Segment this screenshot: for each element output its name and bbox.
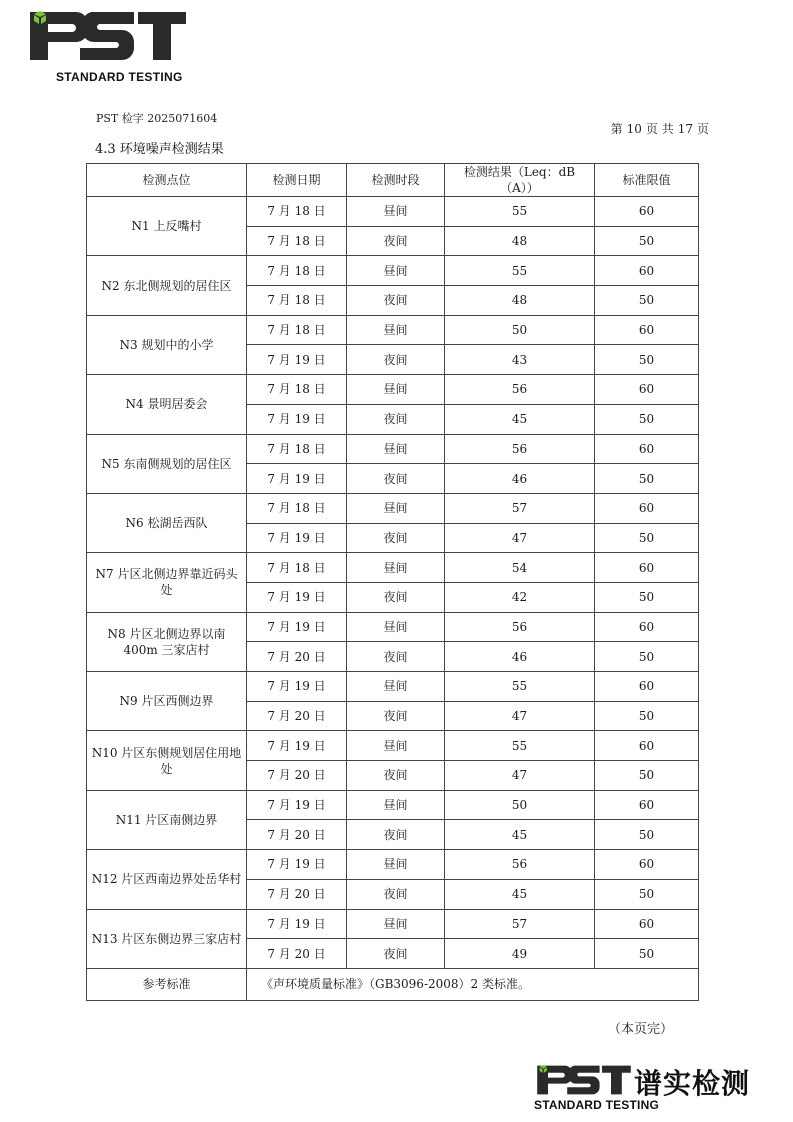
page-mid: 页 共: [645, 122, 674, 136]
period-cell: 夜间: [347, 523, 445, 553]
result-cell: 55: [445, 731, 595, 761]
period-cell: 昼间: [347, 434, 445, 464]
result-cell: 56: [445, 434, 595, 464]
result-cell: 49: [445, 939, 595, 969]
table-row: [87, 850, 699, 880]
result-cell: 57: [445, 493, 595, 523]
result-cell: 56: [445, 850, 595, 880]
limit-cell: 60: [595, 790, 699, 820]
reference-value: 《声环境质量标准》（GB3096-2008）2 类标准。: [247, 968, 699, 1000]
page-suffix: 页: [696, 122, 709, 136]
header-period: 检测时段: [347, 164, 445, 197]
result-cell: 48: [445, 286, 595, 316]
limit-cell: 50: [595, 701, 699, 731]
result-cell: 48: [445, 226, 595, 256]
result-cell: 45: [445, 404, 595, 434]
date-cell: 7 月 19 日: [247, 404, 347, 434]
date-cell: 7 月 19 日: [247, 582, 347, 612]
limit-cell: 50: [595, 642, 699, 672]
result-cell: 57: [445, 909, 595, 939]
result-cell: 45: [445, 879, 595, 909]
logo-chinese-name: 谱实检测: [634, 1067, 751, 1100]
date-cell: 7 月 18 日: [247, 375, 347, 405]
date-cell: 7 月 18 日: [247, 553, 347, 583]
date-cell: 7 月 18 日: [247, 493, 347, 523]
period-cell: 昼间: [347, 315, 445, 345]
noise-results-table: [86, 163, 699, 1001]
page-indicator: [609, 120, 711, 137]
limit-cell: 60: [595, 375, 699, 405]
table-header-row: [87, 164, 699, 197]
end-of-page-note: （本页完）: [608, 1022, 674, 1037]
site-name-cell: N11 片区南侧边界: [87, 790, 247, 849]
page-total: 17: [677, 122, 693, 136]
reference-label: 参考标准: [87, 968, 247, 1000]
date-cell: 7 月 20 日: [247, 642, 347, 672]
limit-cell: 60: [595, 553, 699, 583]
result-cell: 50: [445, 790, 595, 820]
period-cell: 昼间: [347, 672, 445, 702]
result-cell: 42: [445, 582, 595, 612]
period-cell: 夜间: [347, 582, 445, 612]
date-cell: 7 月 19 日: [247, 672, 347, 702]
result-cell: 45: [445, 820, 595, 850]
site-name-cell: N8 片区北侧边界以南 400m 三家店村: [87, 612, 247, 671]
table-row: [87, 553, 699, 583]
date-cell: 7 月 19 日: [247, 850, 347, 880]
date-cell: 7 月 19 日: [247, 612, 347, 642]
period-cell: 昼间: [347, 790, 445, 820]
limit-cell: 60: [595, 315, 699, 345]
period-cell: 昼间: [347, 375, 445, 405]
period-cell: 昼间: [347, 909, 445, 939]
table-row: [87, 731, 699, 761]
logo-subtitle: STANDARD TESTING: [56, 70, 183, 84]
limit-cell: 50: [595, 404, 699, 434]
result-cell: 56: [445, 612, 595, 642]
result-cell: 46: [445, 642, 595, 672]
period-cell: 夜间: [347, 701, 445, 731]
limit-cell: 60: [595, 731, 699, 761]
date-cell: 7 月 18 日: [247, 434, 347, 464]
site-name-cell: N10 片区东侧规划居住用地处: [87, 731, 247, 790]
period-cell: 昼间: [347, 850, 445, 880]
result-cell: 55: [445, 672, 595, 702]
date-cell: 7 月 20 日: [247, 939, 347, 969]
report-number: PST 检字 2025071604: [96, 112, 218, 125]
date-cell: 7 月 19 日: [247, 523, 347, 553]
period-cell: 夜间: [347, 464, 445, 494]
pst-logo: [28, 6, 188, 82]
site-name-cell: N5 东南侧规划的居住区: [87, 434, 247, 493]
limit-cell: 60: [595, 493, 699, 523]
table-row: [87, 493, 699, 523]
site-name-cell: N12 片区西南边界处岳华村: [87, 850, 247, 909]
table-row: [87, 256, 699, 286]
result-cell: 47: [445, 701, 595, 731]
period-cell: 夜间: [347, 226, 445, 256]
limit-cell: 50: [595, 286, 699, 316]
limit-cell: 50: [595, 226, 699, 256]
date-cell: 7 月 18 日: [247, 226, 347, 256]
site-name-cell: N13 片区东侧边界三家店村: [87, 909, 247, 968]
period-cell: 夜间: [347, 820, 445, 850]
header-site: 检测点位: [87, 164, 247, 197]
period-cell: 昼间: [347, 731, 445, 761]
result-cell: 43: [445, 345, 595, 375]
table-row: [87, 790, 699, 820]
table-row: [87, 434, 699, 464]
date-cell: 7 月 18 日: [247, 256, 347, 286]
period-cell: 夜间: [347, 286, 445, 316]
result-cell: 46: [445, 464, 595, 494]
limit-cell: 50: [595, 939, 699, 969]
limit-cell: 60: [595, 256, 699, 286]
result-cell: 56: [445, 375, 595, 405]
date-cell: 7 月 19 日: [247, 790, 347, 820]
period-cell: 昼间: [347, 553, 445, 583]
limit-cell: 50: [595, 523, 699, 553]
result-cell: 47: [445, 761, 595, 791]
date-cell: 7 月 19 日: [247, 909, 347, 939]
limit-cell: 50: [595, 761, 699, 791]
date-cell: 7 月 19 日: [247, 731, 347, 761]
period-cell: 昼间: [347, 493, 445, 523]
pst-logo-mark: [28, 6, 188, 66]
section-title: 4.3 环境噪声检测结果: [95, 142, 224, 157]
date-cell: 7 月 20 日: [247, 761, 347, 791]
period-cell: 昼间: [347, 197, 445, 227]
table-row: [87, 672, 699, 702]
header-limit: 标准限值: [595, 164, 699, 197]
limit-cell: 60: [595, 850, 699, 880]
limit-cell: 50: [595, 879, 699, 909]
reference-row: [87, 968, 699, 1000]
site-name-cell: N4 景明居委会: [87, 375, 247, 434]
date-cell: 7 月 18 日: [247, 197, 347, 227]
page-prefix: 第: [610, 122, 623, 136]
period-cell: 昼间: [347, 256, 445, 286]
limit-cell: 50: [595, 820, 699, 850]
date-cell: 7 月 20 日: [247, 820, 347, 850]
period-cell: 夜间: [347, 345, 445, 375]
result-cell: 47: [445, 523, 595, 553]
result-cell: 55: [445, 197, 595, 227]
limit-cell: 60: [595, 612, 699, 642]
site-name-cell: N3 规划中的小学: [87, 315, 247, 374]
site-name-cell: N6 松湖岳西队: [87, 493, 247, 552]
limit-cell: 60: [595, 672, 699, 702]
limit-cell: 50: [595, 582, 699, 612]
site-name-cell: N9 片区西侧边界: [87, 672, 247, 731]
site-name-cell: N7 片区北侧边界靠近码头处: [87, 553, 247, 612]
table-row: [87, 909, 699, 939]
date-cell: 7 月 19 日: [247, 345, 347, 375]
pst-footer-logo-mark: [534, 1062, 634, 1098]
limit-cell: 60: [595, 434, 699, 464]
header-date: 检测日期: [247, 164, 347, 197]
result-cell: 55: [445, 256, 595, 286]
period-cell: 昼间: [347, 612, 445, 642]
limit-cell: 50: [595, 464, 699, 494]
site-name-cell: N1 上反嘴村: [87, 197, 247, 256]
date-cell: 7 月 18 日: [247, 315, 347, 345]
period-cell: 夜间: [347, 761, 445, 791]
limit-cell: 60: [595, 909, 699, 939]
result-cell: 50: [445, 315, 595, 345]
period-cell: 夜间: [347, 404, 445, 434]
table-row: [87, 197, 699, 227]
date-cell: 7 月 20 日: [247, 879, 347, 909]
date-cell: 7 月 18 日: [247, 286, 347, 316]
limit-cell: 60: [595, 197, 699, 227]
footer-logo-subtitle: STANDARD TESTING: [534, 1098, 659, 1112]
date-cell: 7 月 20 日: [247, 701, 347, 731]
period-cell: 夜间: [347, 642, 445, 672]
period-cell: 夜间: [347, 939, 445, 969]
header-result: 检测结果（Leq：dB（A））: [445, 164, 595, 197]
date-cell: 7 月 19 日: [247, 464, 347, 494]
pst-footer-logo: [534, 1062, 774, 1122]
table-row: [87, 612, 699, 642]
result-cell: 54: [445, 553, 595, 583]
table-row: [87, 315, 699, 345]
table-row: [87, 375, 699, 405]
period-cell: 夜间: [347, 879, 445, 909]
page-current: 10: [626, 122, 642, 136]
limit-cell: 50: [595, 345, 699, 375]
site-name-cell: N2 东北侧规划的居住区: [87, 256, 247, 315]
